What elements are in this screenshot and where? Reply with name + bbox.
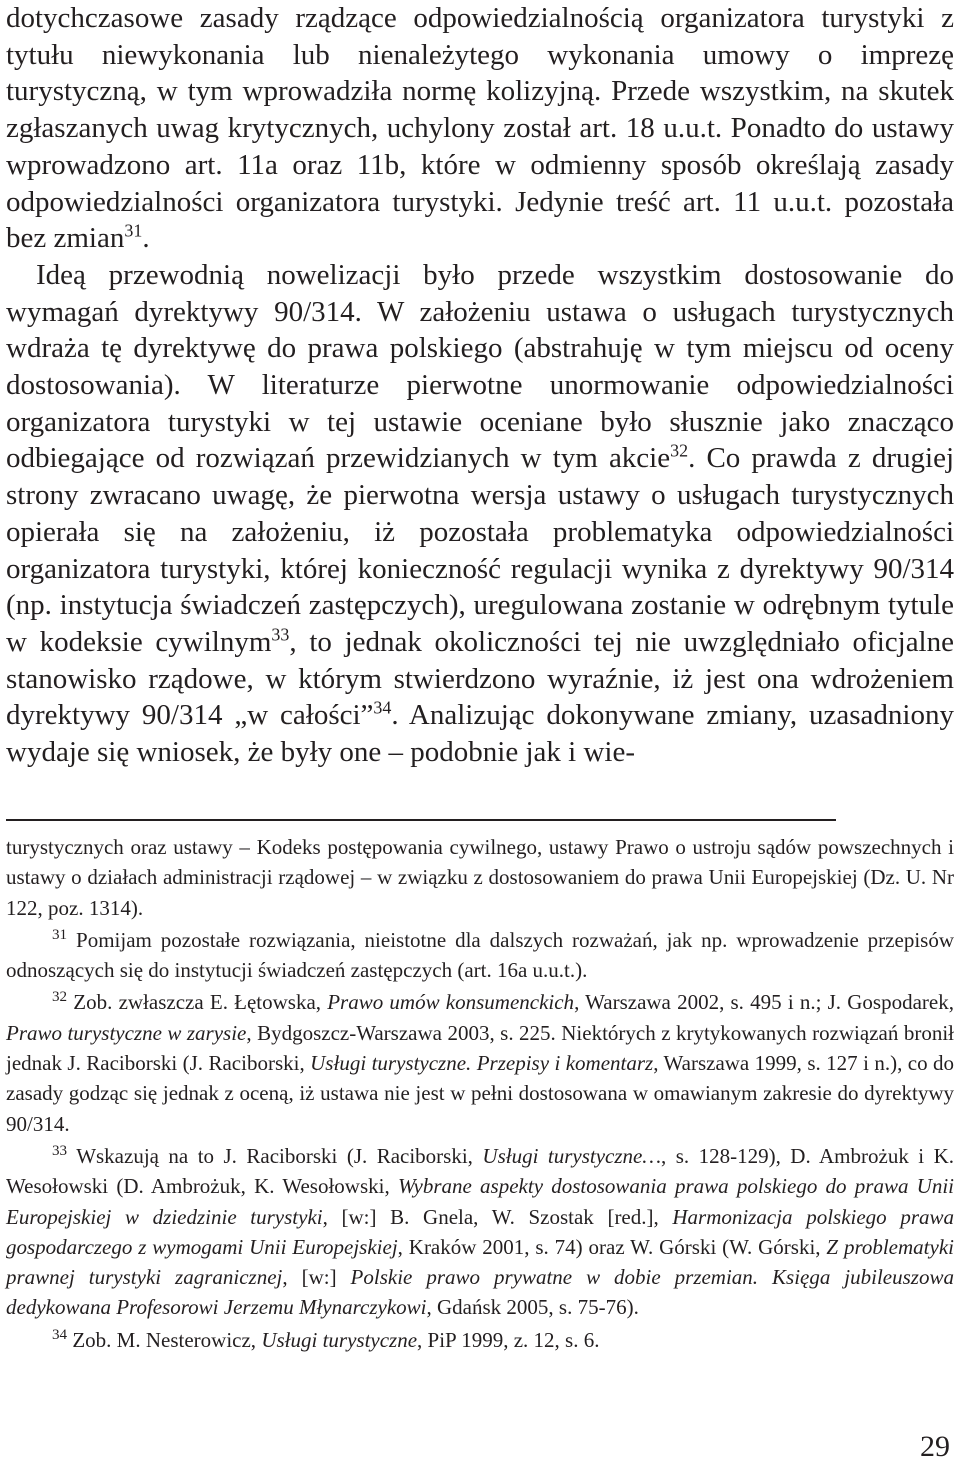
- footnote-text: Wskazują na to J. Raciborski (J. Raciborski,: [67, 1143, 483, 1168]
- footnote-33: [6, 1141, 954, 1323]
- cited-title: Prawo turystyczne w zarysie: [6, 1020, 247, 1045]
- footnote-number: 33: [52, 1142, 68, 1159]
- footnote-text: , PiP 1999, z. 12, s. 6.: [417, 1327, 600, 1352]
- cited-title: Harmonizacja polskiego prawa gospodarczego z wymogami Unii Europejskiej: [6, 1204, 955, 1259]
- footnote-34: [6, 1325, 954, 1355]
- paragraph-text: Ideą przewodnią nowelizacji było przede wszystkim dostosowanie do wymagań dyrektywy 90/314. W założeniu ustawa o usługach turystycznych wdraża tę dyrektywę do prawa polskiego (abstrahuję w tym miejscu od oceny dostosowania). W literaturze pierwotne unormowanie odpowiedzialności organizatora turystyki w tej ustawie oceniane było słusznie jako znacząco odbiegające od rozwiązań przewidzianych w tym akcie: [6, 258, 954, 475]
- footnote-separator: [6, 819, 836, 821]
- cited-title: Z problematyki prawnej turystyki zagranicznej: [6, 1234, 954, 1290]
- paragraph-text: , to jednak okoliczności tej nie uwzględniało oficjalne stanowisko rządowe, w którym stwierdzono wyraźnie, iż jest ona wdrożeniem dyrektywy 90/314 „w całości”: [6, 625, 954, 732]
- footnote-text: , [w:] B. Gnela, W. Szostak [red.],: [322, 1204, 673, 1229]
- footnote-text: , Gdańsk 2005, s. 75-76).: [426, 1295, 639, 1320]
- footnote-text: Zob. M. Nesterowicz,: [67, 1327, 262, 1352]
- book-page: [6, 0, 954, 1472]
- cited-title: Usługi turystyczne…: [482, 1143, 662, 1168]
- footnote-ref-34[interactable]: 34: [373, 697, 392, 718]
- cited-title: Usługi turystyczne: [261, 1327, 418, 1352]
- footnote-text: , Warszawa 1999, s. 127 i n.), co do zasady godząc się jednak z oceną, iż ustawa nie jest w pełni dostosowana w omawianym zakresie do dyrektywy 90/314.: [6, 1051, 955, 1136]
- footnote-number: 34: [52, 1326, 68, 1343]
- cited-title: Prawo umów konsumenckich: [327, 990, 575, 1015]
- paragraph-text: dotychczasowe zasady rządzące odpowiedzialnością organizatora turystyki z tytułu niewykonania lub nienależytego wykonania umowy o imprezę turystyczną, w tym wprowadziła normę kolizyjną. Przede wszystkim, na skutek zgłaszanych uwag krytycznych, uchylony został art. 18 u.u.t. Ponadto do ustawy wprowadzono art. 11a oraz 11b, które w odmienny sposób określają zasady odpowiedzialności organizatora turystyki. Jedynie treść art. 11 u.u.t. pozostała bez zmian: [6, 2, 954, 255]
- footnote-continuation: turystycznych oraz ustawy – Kodeks postępowania cywilnego, ustawy Prawo o ustroju sądów powszechnych i ustawy o działach administracji rządowej – w związku z dostosowaniem do prawa Unii Europejskiej (Dz. U. Nr 122, poz. 1314).: [6, 835, 954, 920]
- page-number: 29: [920, 1430, 950, 1463]
- footnote-ref-31[interactable]: 31: [124, 220, 143, 241]
- footnote-number: 31: [52, 926, 68, 943]
- paragraph-2: [6, 257, 954, 771]
- main-text: [6, 0, 954, 771]
- paragraph-text: . Analizując dokonywane zmiany, uzasadniony wydaje się wniosek, że były one – podobnie jak i wie-: [6, 699, 954, 769]
- footnote-text: , Warszawa 2002, s. 495 i n.; J. Gospodarek,: [574, 990, 954, 1015]
- paragraph-text: . Co prawda z drugiej strony zwracano uwagę, że pierwotna wersja ustawy o usługach turystycznych opierała się na założeniu, iż pozostała problematyka odpowiedzialności organizatora turystyki, której konieczność regulacji wynika z dyrektywy 90/314 (np. instytucja świadczeń zastępczych), uregulowana zostanie w odrębnym tytule w kodeksie cywilnym: [6, 442, 955, 658]
- footnote-text: , Bydgoszcz-Warszawa 2003, s. 225. Niektórych z krytykowanych rozwiązań bronił jednak J. Raciborski (J. Raciborski,: [6, 1020, 954, 1076]
- footnote-text: Pomijam pozostałe rozwiązania, nieistotne dla dalszych rozważań, jak np. wprowadzenie przepisów odnoszących się do instytucji świadczeń zastępczych (art. 16a u.u.t.).: [6, 927, 954, 983]
- cited-title: Polskie prawo prywatne w dobie przemian. Księga jubileuszowa dedykowana Profesorowi Jerzemu Młynarczykowi: [6, 1265, 954, 1320]
- footnote-text: , Kraków 2001, s. 74) oraz W. Górski (W. Górski,: [397, 1234, 827, 1259]
- cited-title: Wybrane aspekty dostosowania prawa polskiego do prawa Unii Europejskiej w dziedzinie turystyki: [6, 1174, 954, 1229]
- footnote-31: [6, 925, 954, 986]
- footnote-text: Zob. zwłaszcza E. Łętowska,: [67, 990, 328, 1015]
- footnote-ref-33[interactable]: 33: [271, 624, 290, 645]
- paragraph-text: .: [142, 222, 150, 255]
- footnote-number: 32: [52, 989, 68, 1006]
- paragraph-1: [6, 0, 954, 257]
- cited-title: Usługi turystyczne. Przepisy i komentarz: [310, 1051, 654, 1076]
- footnote-32: [6, 987, 954, 1138]
- footnote-text: , s. 128-129), D. Ambrożuk i K. Wesołowski (D. Ambrożuk, K. Wesołowski,: [6, 1143, 954, 1199]
- footnote-ref-32[interactable]: 32: [670, 440, 689, 461]
- footnotes: [6, 832, 954, 1355]
- footnote-text: , [w:]: [282, 1265, 351, 1290]
